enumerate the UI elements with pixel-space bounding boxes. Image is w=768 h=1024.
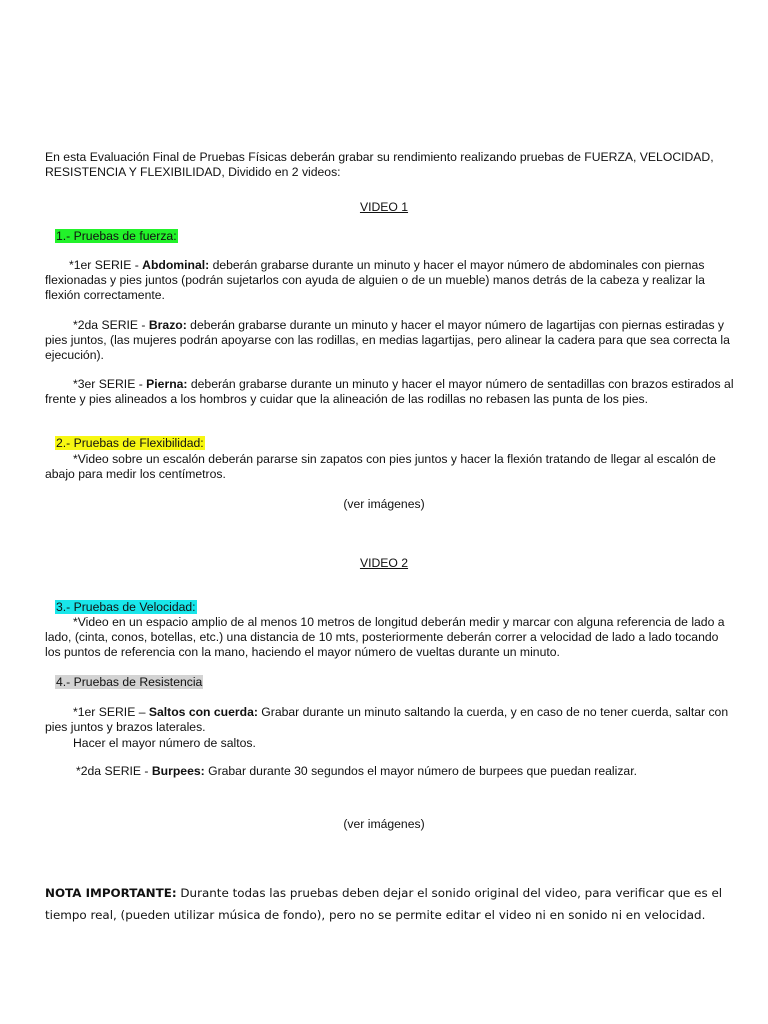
- fuerza-heading-text: 1.- Pruebas de fuerza:: [56, 229, 177, 243]
- ver-imagenes-1: (ver imágenes): [343, 497, 425, 511]
- nota-label: NOTA IMPORTANTE:: [45, 885, 177, 900]
- flexibilidad-text: *Video sobre un escalón deberán pararse sin zapatos con pies juntos y hacer la flexión tratando de llegar al escalón de abajo para medir los centímetros.: [45, 452, 716, 482]
- flexibilidad-heading-text: 2.- Pruebas de Flexibilidad:: [56, 436, 204, 450]
- video1-title: VIDEO 1: [359, 200, 409, 214]
- fuerza-serie3: *3er SERIE - Pierna: deberán grabarse durante un minuto y hacer el mayor número de sentadillas con brazos estirados al frente y pies alineados a los hombros y cuidar que la alineación de las rodillas no rebasen las punta de los pies.: [45, 377, 734, 407]
- resistencia-serie1b: Hacer el mayor número de saltos.: [73, 736, 256, 750]
- resistencia-serie2: *2da SERIE - Burpees: Grabar durante 30 segundos el mayor número de burpees que puedan realizar.: [76, 764, 637, 778]
- resistencia-heading: [55, 675, 745, 690]
- nota-importante: NOTA IMPORTANTE: Durante todas las pruebas deben dejar el sonido original del video, para verificar que es el tiempo real, (pueden utilizar música de fondo), pero no se permite editar el video ni en sonido ni en velocidad.: [45, 885, 723, 922]
- fuerza-serie2: *2da SERIE - Brazo: deberán grabarse durante un minuto y hacer el mayor número de lagartijas con piernas estiradas y pies juntos, (las mujeres podrán apoyarse con las rodillas, en medias lagartijas, pero alinear la cadera para que sea correcta la ejecución).: [45, 318, 730, 363]
- resistencia-heading-text: 4.- Pruebas de Resistencia: [56, 675, 203, 689]
- velocidad-text: *Video en un espacio amplio de al menos 10 metros de longitud deberán medir y marcar con alguna referencia de lado a lado, (cinta, conos, botellas, etc.) una distancia de 10 mts, posteriormente deberán correr a velocidad de lado a lado tocando los puntos de referencia con la mano, haciendo el mayor número de vueltas durante un minuto.: [45, 615, 725, 660]
- video2-title: VIDEO 2: [359, 556, 409, 570]
- flexibilidad-heading: [55, 436, 745, 451]
- ver-imagenes-2: (ver imágenes): [343, 817, 425, 831]
- fuerza-heading: [55, 229, 745, 244]
- intro-paragraph: En esta Evaluación Final de Pruebas Físicas deberán grabar su rendimiento realizando pruebas de FUERZA, VELOCIDAD, RESISTENCIA Y FLEXIBILIDAD, Dividido en 2 videos:: [45, 150, 714, 180]
- fuerza-serie1: *1er SERIE - Abdominal: deberán grabarse durante un minuto y hacer el mayor número de abdominales con piernas flexionadas y pies juntos (podrán sujetarlos con ayuda de alguien o de un mueble) manos detrás de la cabeza y realizar la flexión correctamente.: [45, 258, 705, 303]
- resistencia-serie1: *1er SERIE – Saltos con cuerda: Grabar durante un minuto saltando la cuerda, y en caso de no tener cuerda, saltar con pies juntos y brazos laterales.: [45, 705, 729, 735]
- velocidad-heading-text: 3.- Pruebas de Velocidad:: [56, 600, 196, 614]
- velocidad-heading: [55, 600, 745, 615]
